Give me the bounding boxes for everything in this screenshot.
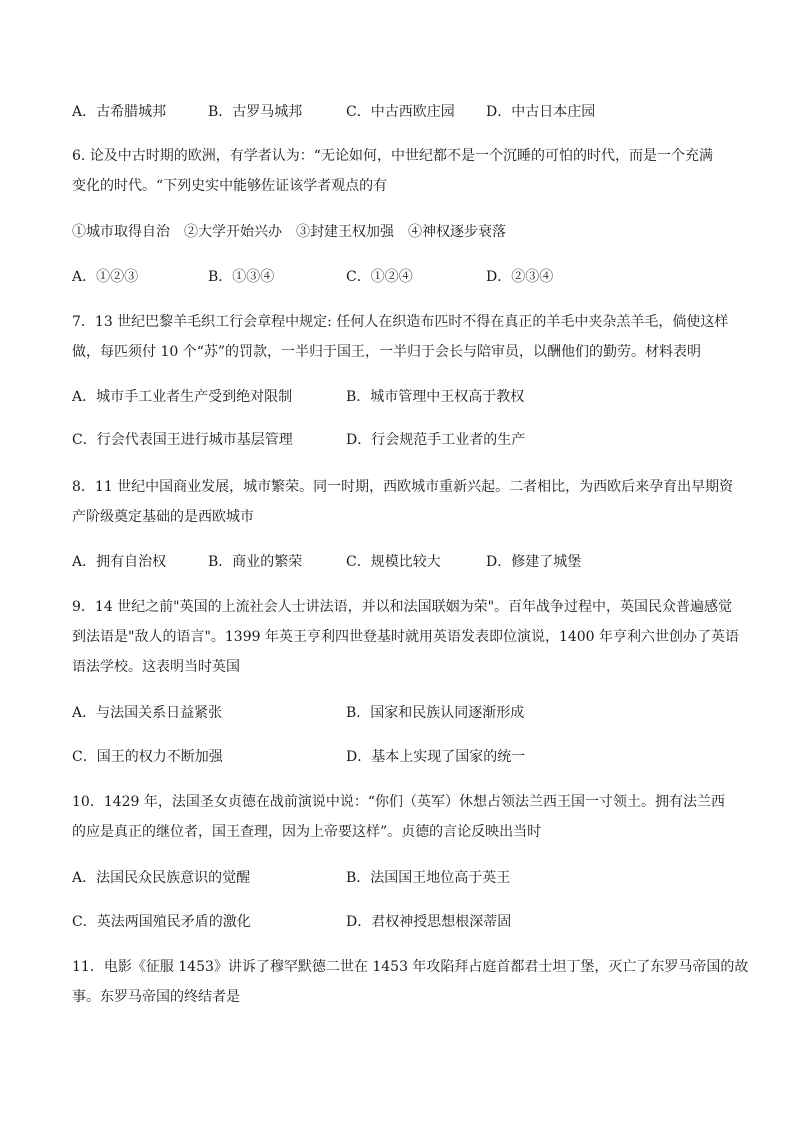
q5-option-b: B．古罗马城邦 (208, 104, 303, 120)
q7-stem-line-2: 做，每匹须付 10 个“苏”的罚款，一半归于国王，一半归于会长与陪审员，以酬他们的勤劳。材料表明 (72, 344, 702, 360)
q9-stem-line-1: 9．14 世纪之前"英国的上流社会人士讲法语，并以和法国联姻为荣"。百年战争过程中，英国民众普遍感觉 (72, 599, 733, 615)
q9-stem-line-3: 语法学校。这表明当时英国 (72, 659, 240, 675)
q11-stem-line-1: 11．电影《征服 1453》讲诉了穆罕默德二世在 1453 年攻陷拜占庭首都君士坦丁堡，灭亡了东罗马帝国的故 (72, 959, 749, 975)
q8-stem-line-2: 产阶级奠定基础的是西欧城市 (72, 509, 254, 525)
q9-option-d: D．基本上实现了国家的统一 (346, 749, 526, 765)
q10-option-c: C．英法两国殖民矛盾的激化 (72, 914, 251, 930)
q8-option-c: C．规模比较大 (346, 554, 441, 570)
q7-option-c: C．行会代表国王进行城市基层管理 (72, 432, 293, 448)
q10-option-a: A．法国民众民族意识的觉醒 (72, 870, 251, 886)
q9-option-c: C．国王的权力不断加强 (72, 749, 223, 765)
q6-stem-line-1: 6. 论及中古时期的欧洲，有学者认为：“无论如何，中世纪都不是一个沉睡的可怕的时代，而是一个充满 (72, 148, 713, 164)
q6-option-c: C．①②④ (346, 269, 413, 285)
q7-stem-line-1: 7．13 世纪巴黎羊毛织工行会章程中规定: 任何人在织造布匹时不得在真正的羊毛中夹杂羔羊毛，倘使这样 (72, 314, 729, 330)
q6-option-d: D．②③④ (486, 269, 554, 285)
q8-stem-line-1: 8．11 世纪中国商业发展，城市繁荣。同一时期，西欧城市重新兴起。二者相比，为西欧后来孕育出早期资 (72, 479, 734, 495)
q10-option-d: D．君权神授思想根深蒂固 (346, 914, 512, 930)
q8-option-b: B．商业的繁荣 (208, 554, 303, 570)
q9-option-b: B．国家和民族认同逐渐形成 (346, 705, 525, 721)
q7-option-b: B．城市管理中王权高于教权 (346, 389, 525, 405)
q9-option-a: A．与法国关系日益紧张 (72, 705, 223, 721)
q10-option-b: B．法国国王地位高于英王 (346, 870, 511, 886)
q8-option-d: D．修建了城堡 (486, 554, 582, 570)
q6-items: ①城市取得自治 ②大学开始兴办 ③封建王权加强 ④神权逐步衰落 (72, 224, 506, 240)
q5-option-a: A．古希腊城邦 (72, 104, 167, 120)
q10-stem-line-2: 的应是真正的继位者，国王查理，因为上帝要这样”。贞德的言论反映出当时 (72, 824, 542, 840)
q11-stem-line-2: 事。东罗马帝国的终结者是 (72, 989, 240, 1005)
q5-option-c: C．中古西欧庄园 (346, 104, 455, 120)
q6-option-a: A．①②③ (72, 269, 139, 285)
q10-stem-line-1: 10．1429 年，法国圣女贞德在战前演说中说：“你们（英军）休想占领法兰西王国一寸领土。拥有法兰西 (72, 794, 726, 810)
q8-option-a: A．拥有自治权 (72, 554, 167, 570)
q9-stem-line-2: 到法语是"敌人的语言"。1399 年英王亨利四世登基时就用英语发表即位演说，1400 年亨利六世创办了英语 (72, 629, 740, 645)
q7-option-d: D．行会规范手工业者的生产 (346, 432, 526, 448)
q6-option-b: B．①③④ (208, 269, 275, 285)
q6-stem-line-2: 变化的时代。“下列史实中能够佐证该学者观点的有 (72, 178, 388, 194)
q5-option-d: D．中古日本庄园 (486, 104, 596, 120)
q7-option-a: A．城市手工业者生产受到绝对限制 (72, 389, 293, 405)
